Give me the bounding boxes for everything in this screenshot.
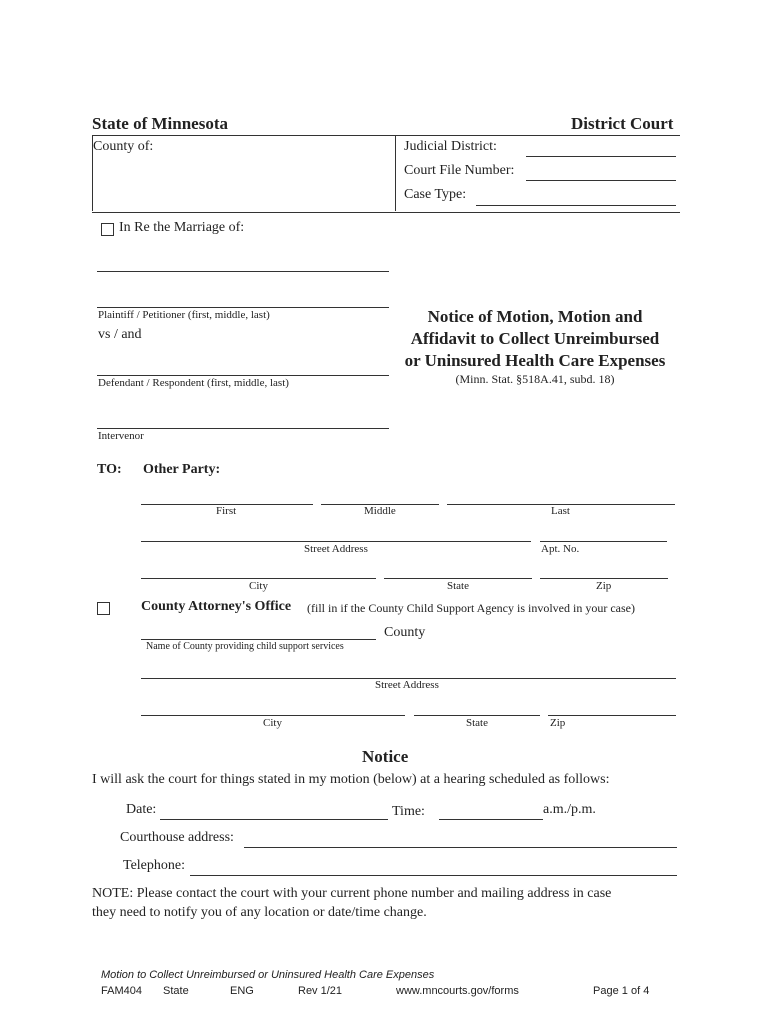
telephone-label: Telephone: bbox=[123, 858, 185, 873]
form-title-line2: Affidavit to Collect Unreimbursed bbox=[410, 329, 660, 348]
footer-page-number bbox=[593, 985, 649, 997]
note-line1: NOTE: Please contact the court with your current phone number and mailing address in case bbox=[92, 886, 612, 901]
county-label: County of: bbox=[93, 139, 154, 154]
county-attorney-checkbox[interactable] bbox=[97, 602, 110, 615]
intervenor-field[interactable] bbox=[97, 428, 389, 429]
court-file-label: Court File Number: bbox=[404, 163, 515, 178]
county-state-label: State bbox=[466, 717, 488, 729]
time-label: Time: bbox=[392, 804, 425, 819]
county-state-field[interactable] bbox=[414, 715, 540, 716]
page-prefix: Page bbox=[593, 985, 619, 997]
county-name-label: Name of County providing child support services bbox=[146, 641, 344, 652]
statute-citation: (Minn. Stat. §518A.41, subd. 18) bbox=[455, 372, 615, 386]
page-total: 4 bbox=[643, 985, 650, 997]
footer-form-title: Motion to Collect Unreimbursed or Uninsured Health Care Expenses bbox=[101, 969, 435, 981]
courthouse-field[interactable] bbox=[244, 847, 677, 848]
zip-label: Zip bbox=[596, 580, 612, 592]
first-label: First bbox=[216, 505, 237, 517]
notice-heading: Notice bbox=[362, 747, 409, 766]
date-label: Date: bbox=[126, 802, 157, 817]
other-city-field[interactable] bbox=[141, 578, 376, 579]
street-label: Street Address bbox=[304, 543, 368, 555]
middle-label: Middle bbox=[364, 505, 396, 517]
form-title-line1: Notice of Motion, Motion and bbox=[427, 307, 643, 326]
county-name-field[interactable] bbox=[141, 639, 376, 640]
county-street-label: Street Address bbox=[375, 679, 439, 691]
marriage-name-field[interactable] bbox=[97, 271, 389, 272]
courthouse-label: Courthouse address: bbox=[120, 830, 234, 845]
vs-label: vs / and bbox=[98, 327, 142, 342]
apt-label: Apt. No. bbox=[541, 543, 580, 555]
footer-revision: Rev 1/21 bbox=[298, 985, 343, 997]
county-zip-field[interactable] bbox=[548, 715, 676, 716]
defendant-field[interactable] bbox=[97, 375, 389, 376]
other-state-field[interactable] bbox=[384, 578, 532, 579]
county-attorney-label: County Attorney's Office bbox=[141, 599, 292, 614]
other-party-label: Other Party: bbox=[143, 462, 221, 477]
footer-form-number: FAM404 bbox=[101, 985, 142, 997]
case-type-label: Case Type: bbox=[404, 187, 467, 202]
date-field[interactable] bbox=[160, 819, 388, 820]
intervenor-label: Intervenor bbox=[98, 430, 144, 442]
footer-form-type: State bbox=[163, 985, 189, 997]
telephone-field[interactable] bbox=[190, 875, 677, 876]
other-street-field[interactable] bbox=[141, 541, 531, 542]
county-city-label: City bbox=[263, 717, 282, 729]
court-heading: District Court bbox=[571, 114, 674, 133]
city-label: City bbox=[249, 580, 268, 592]
in-re-label: In Re the Marriage of: bbox=[119, 220, 245, 235]
county-word: County bbox=[384, 625, 426, 640]
county-zip-label: Zip bbox=[550, 717, 566, 729]
form-title-line3: or Uninsured Health Care Expenses bbox=[404, 351, 666, 370]
page-of: of bbox=[630, 985, 641, 997]
case-type-field[interactable] bbox=[476, 205, 676, 206]
last-label: Last bbox=[551, 505, 570, 517]
in-re-checkbox[interactable] bbox=[101, 223, 114, 236]
notice-intro: I will ask the court for things stated in my motion (below) at a hearing scheduled as follows: bbox=[92, 772, 610, 787]
judicial-district-field[interactable] bbox=[526, 156, 676, 157]
court-file-field[interactable] bbox=[526, 180, 676, 181]
footer-url[interactable]: www.mncourts.gov/forms bbox=[396, 985, 519, 997]
page-current: 1 bbox=[621, 985, 628, 997]
other-zip-field[interactable] bbox=[540, 578, 668, 579]
judicial-district-label: Judicial District: bbox=[404, 139, 497, 154]
ampm-label: a.m./p.m. bbox=[543, 802, 596, 817]
state-label: State bbox=[447, 580, 469, 592]
to-label: TO: bbox=[97, 462, 122, 477]
caption-box bbox=[92, 135, 680, 213]
plaintiff-field[interactable] bbox=[97, 307, 389, 308]
defendant-label: Defendant / Respondent (first, middle, last) bbox=[98, 377, 289, 389]
plaintiff-label: Plaintiff / Petitioner (first, middle, last) bbox=[98, 309, 270, 321]
time-field[interactable] bbox=[439, 819, 543, 820]
county-city-field[interactable] bbox=[141, 715, 405, 716]
note-line2: they need to notify you of any location or date/time change. bbox=[92, 905, 427, 920]
footer-language: ENG bbox=[230, 985, 254, 997]
state-heading: State of Minnesota bbox=[92, 114, 228, 133]
caption-divider bbox=[395, 135, 396, 211]
other-apt-field[interactable] bbox=[540, 541, 667, 542]
county-attorney-note: (fill in if the County Child Support Agency is involved in your case) bbox=[307, 601, 635, 615]
